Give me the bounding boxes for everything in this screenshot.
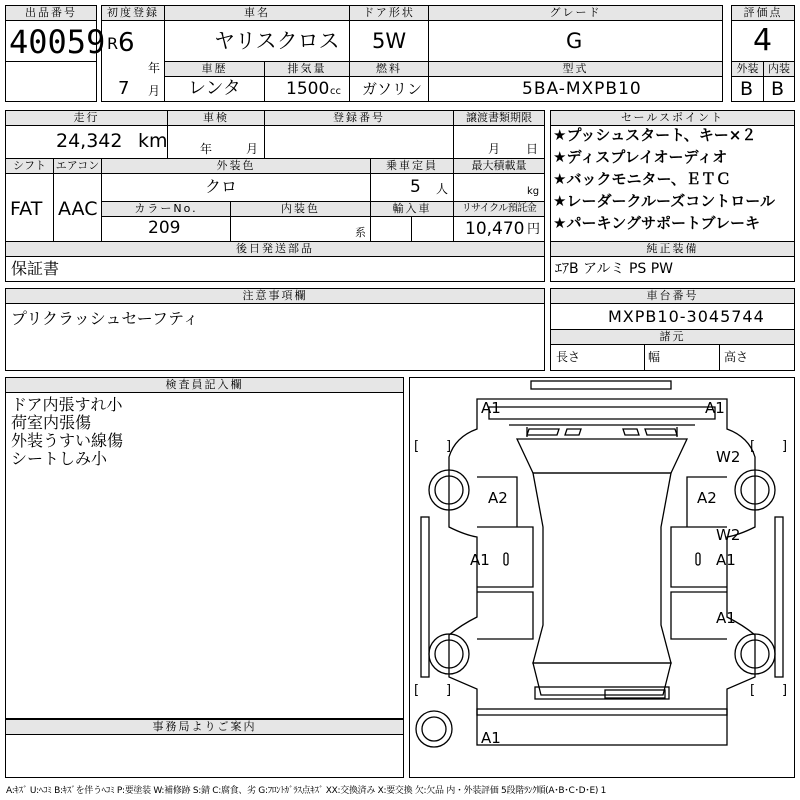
max-load-label: 最大積載量 [453, 158, 545, 174]
exterior-grade-label: 外装 [731, 61, 764, 77]
color-number: 209 [148, 218, 181, 238]
bracket-left-open: [ [414, 683, 420, 698]
fuel: ガソリン [362, 80, 423, 98]
capacity-label: 乗車定員 [370, 158, 454, 174]
bracket-right-open: [ [750, 439, 756, 454]
recycle-label: リサイクル預託金 [453, 201, 545, 217]
damage-mark: A1 [716, 609, 736, 627]
aircon: AAC [58, 198, 98, 220]
sales-point: ★プッシュスタート、キー×２ [553, 126, 757, 144]
interior-grade: B [771, 78, 785, 100]
damage-mark: W2 [716, 448, 741, 466]
bracket-left-open: [ [414, 439, 420, 454]
car-diagram [409, 377, 795, 778]
lot-number-lower-cell [5, 61, 97, 102]
inspector-notes-list [11, 396, 123, 468]
recycle-unit: 円 [527, 222, 541, 237]
damage-mark: A2 [697, 489, 717, 507]
inspector-note: 外装うすい線傷 [11, 431, 124, 450]
door-label: ドア形状 [349, 5, 429, 21]
sales-point: ★ディスプレイオーディオ [553, 148, 728, 166]
transfer-day-unit: 日 [526, 142, 539, 156]
grade-label: グレード [428, 5, 723, 21]
exterior-grade: B [740, 78, 754, 100]
model-label: 型式 [428, 61, 723, 77]
height-label: 高さ [724, 350, 749, 364]
capacity: 5 [410, 177, 421, 197]
inspector-note: 荷室内張傷 [11, 413, 92, 432]
import-cell-2 [411, 216, 454, 242]
interior-color-cell [230, 216, 371, 242]
exterior-color-label: 外装色 [101, 158, 371, 174]
notes: プリクラッシュセーフティ [11, 309, 199, 328]
legend: A:ｷｽﾞ U:ﾍｺﾐ B:ｷｽﾞを伴うﾍｺﾐ P:要塗装 W:補修跡 S:錆 C:腐食、劣 G:ﾌﾛﾝﾄｶﾞﾗｽ点ｷｽﾞ XX:交換済み X:要交換 欠:欠品 内・外装評価 5段階ﾗﾝｸ順(A･B･C･D･E) 1 [6, 786, 607, 796]
max-load-unit: kg [527, 186, 540, 197]
transfer-deadline-label: 譲渡書類期限 [453, 110, 545, 126]
equipment-label: 純正装備 [550, 241, 795, 257]
door-type: 5W [372, 29, 407, 53]
damage-mark: A2 [488, 489, 508, 507]
exterior-color: クロ [205, 177, 238, 196]
inspector-note: シートしみ小 [11, 449, 108, 468]
displacement-unit: cc [330, 86, 341, 97]
import-label: 輸入車 [370, 201, 454, 217]
width-label: 幅 [648, 350, 661, 364]
month-unit: 月 [148, 84, 161, 98]
history-label: 車歴 [164, 61, 265, 77]
bracket-right-close: ] [782, 439, 788, 454]
aircon-label: エアコン [53, 158, 102, 174]
transfer-month-unit: 月 [488, 142, 501, 156]
later-parts: 保証書 [11, 259, 60, 278]
equipment: ｴｱB アルミ PS PW [555, 261, 674, 277]
specs-label: 諸元 [550, 329, 795, 345]
displacement: 1500 [286, 79, 330, 99]
mileage: 24,342 [56, 130, 123, 152]
damage-mark: A1 [481, 399, 501, 417]
grade: G [566, 29, 583, 53]
sales-points-list [553, 128, 793, 238]
capacity-unit: 人 [436, 182, 449, 196]
inspector-note: ドア内張すれ小 [11, 395, 123, 414]
sales-point: ★レーダークルーズコントロール [553, 192, 775, 210]
registration-number-cell [264, 125, 454, 159]
first-registration-year: 6 [118, 28, 135, 58]
later-parts-label: 後日発送部品 [5, 241, 545, 257]
model: 5BA-MXPB10 [522, 79, 642, 99]
import-cell [370, 216, 412, 242]
bracket-left-close: ] [446, 439, 452, 454]
interior-color-unit: 系 [355, 226, 366, 239]
inspector-notes-label: 検査員記入欄 [5, 377, 404, 393]
inspection-month-unit: 月 [246, 142, 259, 156]
history: レンタ [188, 78, 241, 99]
sales-point: ★パーキングサポートブレーキ [553, 214, 760, 232]
inspection-year-unit: 年 [200, 142, 213, 156]
inspection-label: 車検 [167, 110, 265, 126]
car-name: ヤリスクロス [214, 29, 340, 53]
mileage-unit: km [138, 130, 168, 152]
office-notice-cell [5, 734, 404, 778]
first-registration-month: 7 [118, 78, 130, 99]
interior-color-label: 内装色 [230, 201, 371, 217]
sales-points-label: セールスポイント [550, 110, 795, 126]
mileage-label: 走行 [5, 110, 168, 126]
displacement-label: 排気量 [264, 61, 350, 77]
score: 4 [753, 23, 773, 58]
later-parts-cell [5, 256, 545, 282]
damage-mark: A1 [470, 551, 490, 569]
car-name-label: 車名 [164, 5, 350, 21]
chassis-number-label: 車台番号 [550, 288, 795, 304]
bracket-right-open: [ [750, 683, 756, 698]
score-label: 評価点 [731, 5, 795, 21]
chassis-number: MXPB10-3045744 [608, 307, 765, 326]
length-label: 長さ [556, 350, 581, 364]
office-notice-label: 事務局よりご案内 [5, 719, 404, 735]
era: R [107, 34, 119, 53]
registration-number-label: 登録番号 [264, 110, 454, 126]
damage-mark: W2 [716, 526, 741, 544]
bracket-left-close: ] [446, 683, 452, 698]
shift: FAT [10, 198, 43, 220]
lot-number: 40059 [9, 23, 106, 61]
recycle-fee: 10,470 [465, 219, 525, 239]
first-registration-label: 初度登録 [101, 5, 165, 21]
shift-label: シフト [5, 158, 54, 174]
lot-number-label: 出品番号 [5, 5, 97, 21]
fuel-label: 燃料 [349, 61, 429, 77]
damage-mark: A1 [481, 729, 501, 747]
damage-mark: A1 [716, 551, 736, 569]
damage-mark: A1 [705, 399, 725, 417]
sales-point: ★バックモニター、ＥＴＣ [553, 170, 731, 188]
year-unit: 年 [148, 61, 161, 75]
interior-grade-label: 内装 [763, 61, 795, 77]
bracket-right-close: ] [782, 683, 788, 698]
notes-label: 注意事項欄 [5, 288, 545, 304]
color-number-label: カラーNo. [101, 201, 231, 217]
